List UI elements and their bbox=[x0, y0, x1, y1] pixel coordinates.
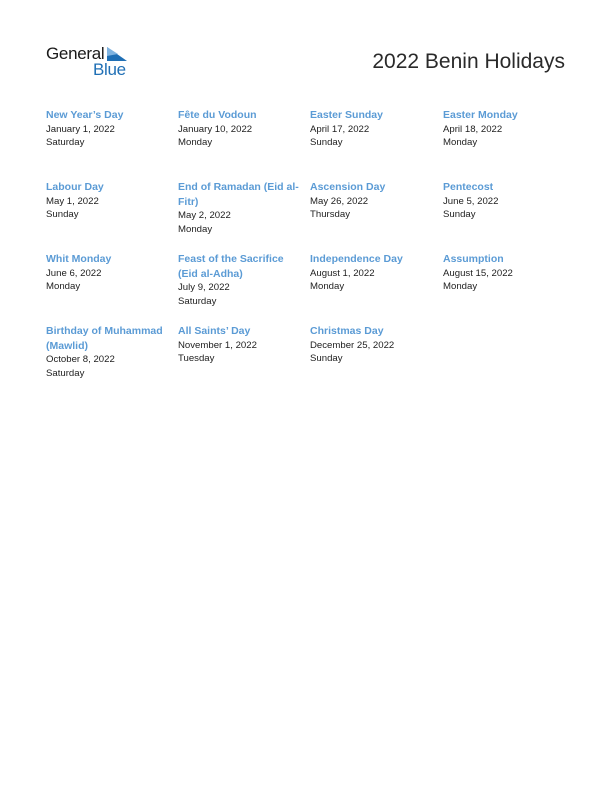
holiday-name: Assumption bbox=[443, 253, 504, 265]
holiday-date: November 1, 2022 bbox=[178, 339, 257, 351]
holiday-name: Labour Day bbox=[46, 181, 104, 193]
holiday-date: August 1, 2022 bbox=[310, 267, 375, 279]
holiday-entry bbox=[46, 324, 170, 381]
holiday-date: May 1, 2022 bbox=[46, 195, 99, 207]
holiday-weekday: Tuesday bbox=[178, 353, 215, 365]
holiday-name: New Year’s Day bbox=[46, 109, 124, 121]
holiday-weekday: Monday bbox=[310, 281, 345, 293]
holiday-date: June 5, 2022 bbox=[443, 195, 499, 207]
holiday-weekday: Thursday bbox=[310, 209, 350, 221]
page-title: 2022 Benin Holidays bbox=[372, 50, 565, 73]
holiday-entry bbox=[310, 180, 434, 222]
holiday-entry bbox=[178, 108, 302, 150]
holiday-date: December 25, 2022 bbox=[310, 339, 395, 351]
holiday-weekday: Sunday bbox=[310, 353, 343, 365]
holiday-name: Birthday of Muhammad (Mawlid) bbox=[46, 325, 163, 352]
holiday-date: October 8, 2022 bbox=[46, 354, 115, 365]
holiday-weekday: Sunday bbox=[443, 209, 476, 221]
logo-word-general: General bbox=[46, 44, 105, 63]
holiday-name: Feast of the Sacrifice (Eid al-Adha) bbox=[178, 253, 284, 280]
holiday-date: April 17, 2022 bbox=[310, 123, 370, 135]
holiday-entry bbox=[310, 324, 434, 366]
holiday-name: Easter Sunday bbox=[310, 109, 383, 121]
holiday-entry bbox=[46, 108, 170, 150]
holiday-weekday: Sunday bbox=[310, 137, 343, 149]
holiday-name: End of Ramadan (Eid al-Fitr) bbox=[178, 181, 299, 208]
logo-triangle-icon bbox=[107, 47, 127, 61]
holiday-weekday: Saturday bbox=[46, 367, 85, 379]
holiday-entry bbox=[178, 180, 302, 237]
logo bbox=[46, 44, 136, 80]
holiday-date: August 15, 2022 bbox=[443, 267, 513, 279]
holiday-date: January 1, 2022 bbox=[46, 123, 115, 135]
holiday-date: April 18, 2022 bbox=[443, 123, 503, 135]
holiday-entry bbox=[46, 252, 170, 294]
holiday-entry bbox=[443, 108, 567, 150]
holiday-weekday: Saturday bbox=[46, 137, 85, 149]
holiday-date: January 10, 2022 bbox=[178, 123, 253, 135]
holiday-entry bbox=[310, 108, 434, 150]
holiday-weekday: Monday bbox=[178, 137, 213, 149]
holiday-name: All Saints’ Day bbox=[178, 325, 251, 337]
holiday-name: Independence Day bbox=[310, 253, 403, 265]
holiday-weekday: Monday bbox=[443, 281, 478, 293]
holiday-row bbox=[46, 180, 578, 252]
holiday-weekday: Monday bbox=[443, 137, 478, 149]
holiday-name: Whit Monday bbox=[46, 253, 112, 265]
holiday-entry bbox=[178, 324, 302, 366]
holiday-weekday: Saturday bbox=[178, 295, 217, 307]
holiday-row bbox=[46, 324, 578, 396]
holiday-date: July 9, 2022 bbox=[178, 282, 230, 293]
holiday-entry bbox=[178, 252, 302, 309]
holiday-row bbox=[46, 108, 578, 180]
holiday-name: Fête du Vodoun bbox=[178, 109, 257, 121]
holiday-weekday: Sunday bbox=[46, 209, 79, 221]
holiday-entry bbox=[310, 252, 434, 294]
holiday-row bbox=[46, 252, 578, 324]
holiday-weekday: Monday bbox=[178, 223, 213, 235]
holiday-grid bbox=[46, 108, 578, 396]
logo-word-blue: Blue bbox=[93, 60, 126, 79]
holiday-date: May 26, 2022 bbox=[310, 195, 369, 207]
holiday-entry bbox=[46, 180, 170, 222]
holiday-date: May 2, 2022 bbox=[178, 210, 231, 221]
holiday-name: Ascension Day bbox=[310, 181, 386, 193]
holiday-name: Easter Monday bbox=[443, 109, 518, 121]
holiday-entry bbox=[443, 180, 567, 222]
holiday-name: Pentecost bbox=[443, 181, 494, 193]
holiday-weekday: Monday bbox=[46, 281, 81, 293]
holiday-date: June 6, 2022 bbox=[46, 267, 102, 279]
holiday-entry bbox=[443, 252, 567, 294]
holiday-name: Christmas Day bbox=[310, 325, 384, 337]
